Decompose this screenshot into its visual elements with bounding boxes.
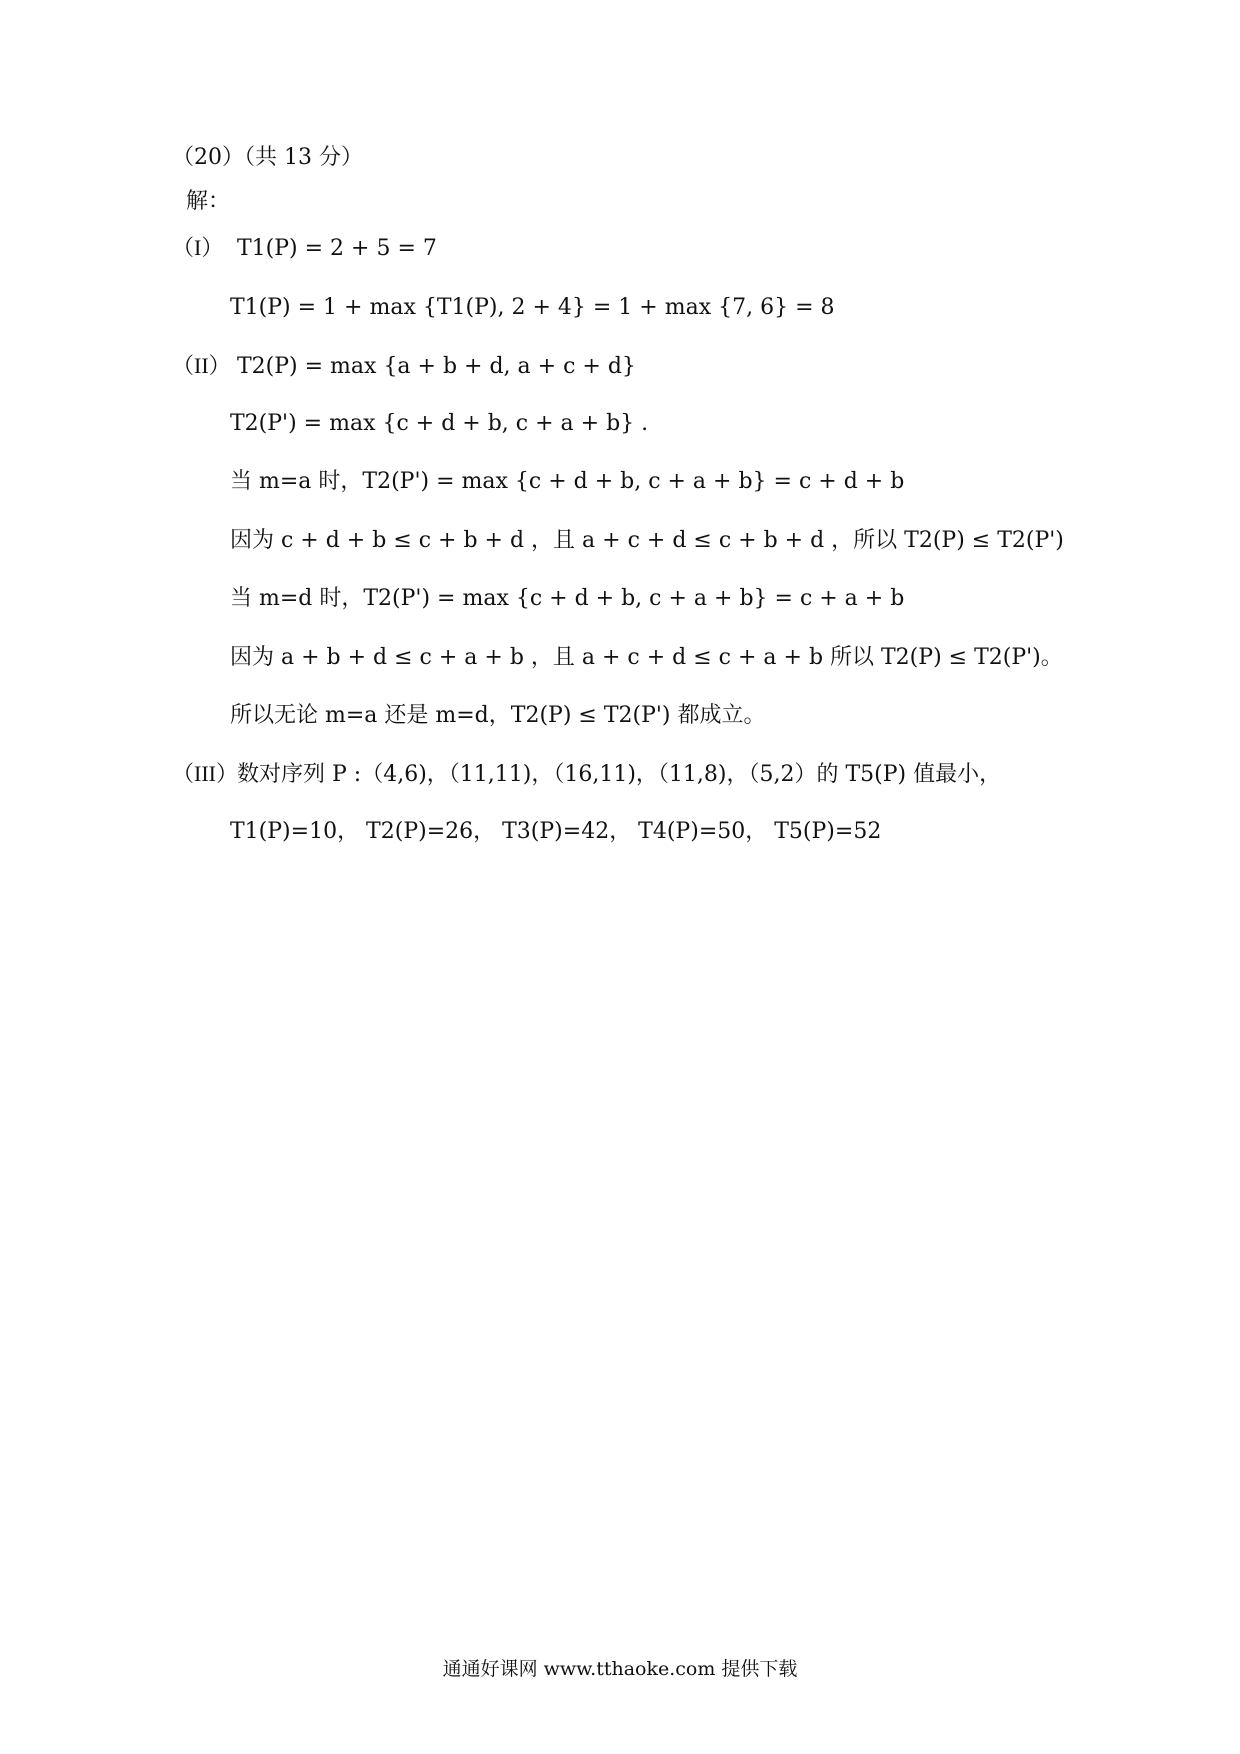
part3-line2: T1(P)=10， T2(P)=26， T3(P)=42， T4(P)=50， T5(P)=52 <box>230 819 882 844</box>
part2-line7: 所以无论 m=a 还是 m=d，T2(P) ≤ T2(P') 都成立。 <box>230 703 766 728</box>
part2-line2: T2(P') = max {c + d + b, c + a + b} . <box>230 411 649 436</box>
part1-line2: T1(P) = 1 + max {T1(P), 2 + 4} = 1 + max {7, 6} = 8 <box>230 295 835 320</box>
part3-label: （III） <box>172 761 238 786</box>
page-footer: 通通好课网 www.tthaoke.com 提供下载 <box>442 1658 798 1680</box>
solution-label: 解： <box>186 189 231 214</box>
part2-label: （II） <box>172 353 231 378</box>
part1-label: （I） <box>172 235 224 260</box>
part1-line1 <box>172 232 437 265</box>
part2-line1 <box>172 350 636 383</box>
part1-line1-text: T1(P) = 2 + 5 = 7 <box>237 236 437 261</box>
part2-line1-text: T2(P) = max {a + b + d, a + c + d} <box>237 354 636 379</box>
problem-title: （20）（共 13 分） <box>172 145 363 170</box>
part2-line5: 当 m=d 时，T2(P') = max {c + d + b, c + a + b} = c + a + b <box>230 586 905 611</box>
part2-line4: 因为 c + d + b ≤ c + b + d ，且 a + c + d ≤ c + b + d ，所以 T2(P) ≤ T2(P') <box>230 528 1064 553</box>
part3-line1 <box>172 758 1001 791</box>
part2-line3: 当 m=a 时，T2(P') = max {c + d + b, c + a + b} = c + d + b <box>230 469 905 494</box>
part2-line6: 因为 a + b + d ≤ c + a + b ，且 a + c + d ≤ c + a + b 所以 T2(P) ≤ T2(P')。 <box>230 645 1063 670</box>
part3-line1-text: 数对序列 P :（4,6)，（11,11)，（16,11)，（11,8)，（5,2）的 T5(P) 值最小， <box>237 762 1002 787</box>
